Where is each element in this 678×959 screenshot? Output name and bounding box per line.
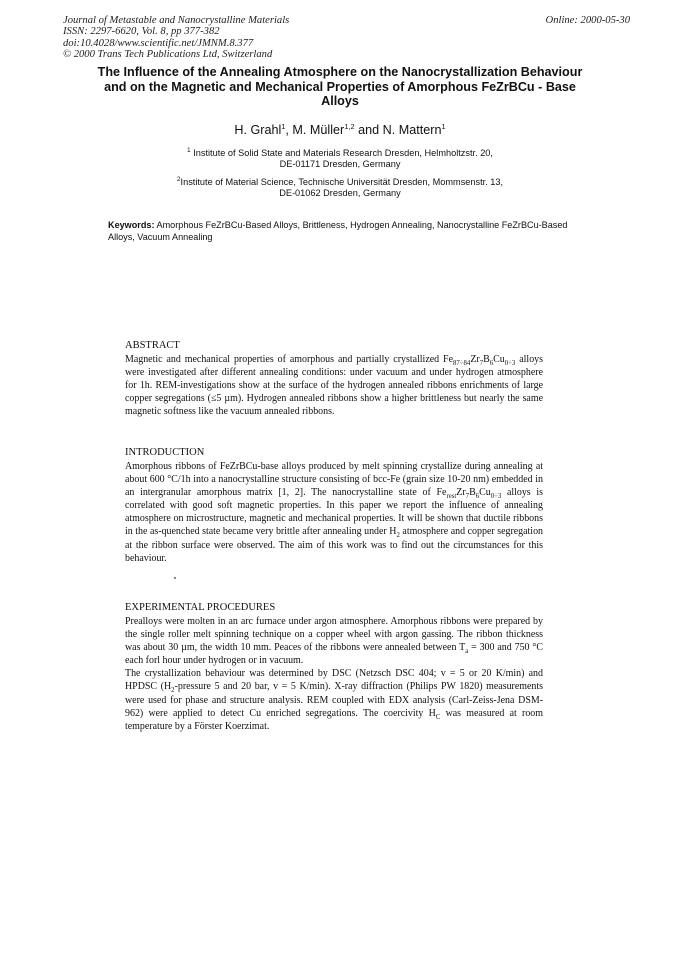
abstract-heading: ABSTRACT	[125, 340, 180, 351]
introduction-heading: INTRODUCTION	[125, 447, 205, 458]
affiliation-1	[90, 148, 590, 171]
author-affil-marker: 1	[441, 122, 446, 131]
stray-mark	[174, 577, 176, 579]
affiliation-marker: 2	[176, 176, 181, 183]
author-conjunction: and	[358, 123, 380, 137]
affiliation-line: Institute of Material Science, Technische Universität Dresden, Mommsenstr. 13,	[180, 177, 504, 187]
author-name: N. Mattern	[382, 123, 442, 137]
experimental-paragraph-2: The crystallization behaviour was determined by DSC (Netzsch DSC 404; v = 5 or 20 K/min) and HPDSC ($H_2$-pressure 5 and 20 bar, v = 5 K/min). X-ray diffraction (Philips PW 1820) measurements were used for phase and structure analysis. REM coupled with EDX analysis (Carl-Zeiss-Jena DSM-962) were applied to detect Cu enriched segregations. The coercivity $H_C$ was measured at room temperature by a Förster Koerzimat.	[125, 668, 543, 732]
introduction-text: Amorphous ribbons of FeZrBCu-base alloys produced by melt spinning crystallize during annealing at about 600 °C/1h into a nanocrystalline structure consisting of bcc-Fe (grain size 10-20 nm) embedded in an intergranular amorphous matrix [1, 2]. The nanocrystalline state of $Fe_{rest}Zr_7B_6Cu_{0\div 3}$ alloys is correlated with good soft magnetic properties. In this paper we report the influence of annealing atmosphere on microstructure, magnetic and mechanical properties. It will be shown that ductile ribbons in the as-quenched state became very brittle after annealing under $H_2$ atmosphere and copper segregation at the ribbon surface were observed. The aim of this work was to find out the circumstances for this behaviour.	[125, 461, 544, 564]
affiliation-2	[90, 177, 590, 200]
affiliation-line: DE-01171 Dresden, Germany	[279, 159, 401, 170]
experimental-heading: EXPERIMENTAL PROCEDURES	[125, 602, 276, 613]
affiliation-line: DE-01062 Dresden, Germany	[279, 188, 401, 199]
author-name: H. Grahl	[234, 123, 282, 137]
paper-title: The Influence of the Annealing Atmosphere on the Nanocrystallization Behaviour and on the Magnetic and Mechanical Properties of Amorphous FeZrBCu - Base Alloys	[97, 65, 583, 109]
keywords-label: Keywords:	[108, 220, 155, 230]
affiliation-marker: 1	[187, 147, 191, 154]
journal-issn: ISSN: 2297-6620, Vol. 8, pp 377-382	[63, 26, 220, 38]
online-date: Online: 2000-05-30	[545, 15, 630, 26]
author-name: M. Müller	[292, 123, 345, 137]
journal-doi: doi:10.4028/www.scientific.net/JMNM.8.377	[63, 37, 254, 49]
journal-copyright: © 2000 Trans Tech Publications Ltd, Switzerland	[63, 48, 273, 60]
journal-name: Journal of Metastable and Nanocrystalline Materials	[63, 15, 290, 26]
keywords-text: Amorphous FeZrBCu-Based Alloys, Brittleness, Hydrogen Annealing, Nanocrystalline FeZrBCu-Based Alloys, Vacuum Annealing	[108, 220, 568, 242]
keywords	[108, 220, 578, 243]
experimental-text	[125, 615, 543, 733]
abstract-text: Magnetic and mechanical properties of amorphous and partially crystallized $Fe_{87\div 84}Zr_7B_6Cu_{0\div 3}$ alloys were investigated after different annealing conditions: under vacuum and under hydrogen atmosphere for 1h. REM-investigations show at the surface of the hydrogen annealed ribbons enrichments of large copper segregations (≤5 µm). Hydrogen annealed ribbons show a higher brittleness but nearly the same magnetic softness like the vacuum annealed ribbons.	[125, 354, 543, 418]
author-affil-marker: 1	[281, 122, 286, 131]
author-list: H. Grahl$^1$, M. Müller$^{1,2}$ and N. Mattern$^1$	[234, 122, 446, 137]
author-affil-marker: 1,2	[344, 122, 355, 131]
affiliation-line: Institute of Solid State and Materials Research Dresden, Helmholtzstr. 20,	[193, 148, 493, 158]
experimental-paragraph-1: Prealloys were molten in an arc furnace under argon atmosphere. Amorphous ribbons were prepared by the single roller melt spinning technique on a copper wheel with argon gassing. The ribbon thickness was about 30 µm, the width 10 mm. Peaces of the ribbons were annealed between $T_a = 300$ and 750 °C each forl hour under hydrogen or in vacuum.	[125, 616, 543, 667]
journal-info	[63, 15, 463, 60]
